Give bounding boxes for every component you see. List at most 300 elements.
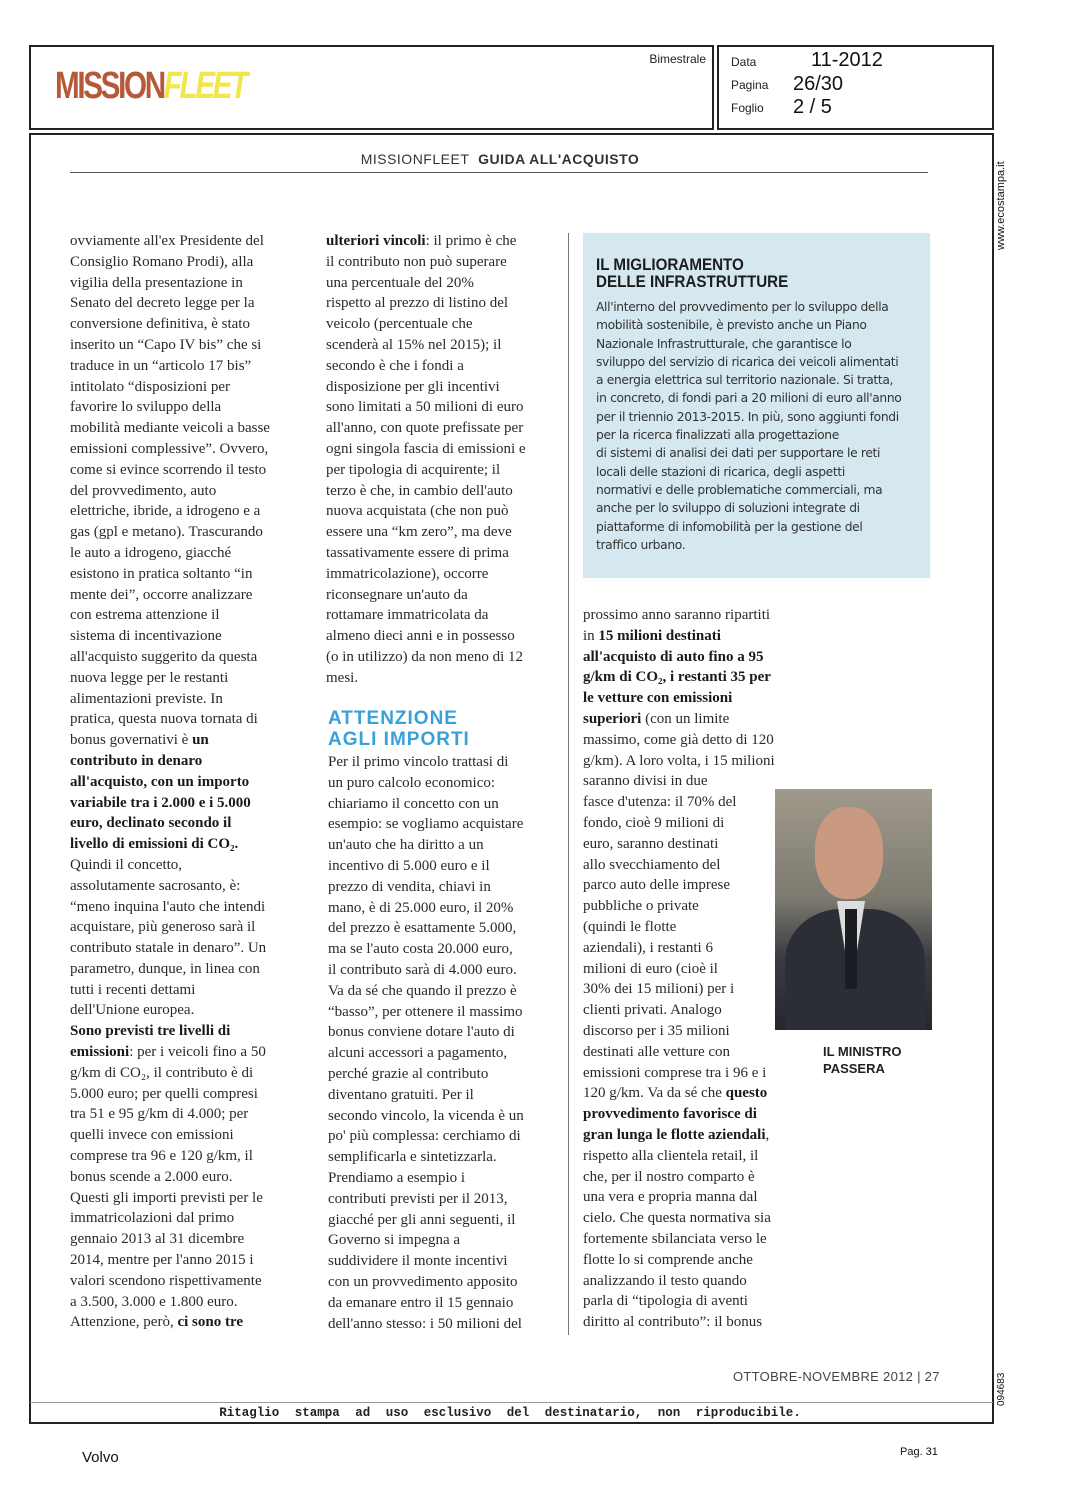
- infobox-line: locali delle stazioni di ricarica, degli aspetti: [596, 464, 845, 479]
- text-segment: aziendali), i restanti 6: [583, 939, 713, 956]
- text-segment: esistono in pratica soltanto “in: [70, 565, 253, 582]
- text-line: [70, 897, 270, 918]
- text-line: [70, 1063, 270, 1084]
- text-line: [583, 647, 775, 668]
- text-line: [70, 980, 270, 1001]
- text-line: [328, 1230, 524, 1251]
- logo-fleet: FLEET: [163, 65, 246, 107]
- text-segment: “basso”, per ottenere il massimo: [328, 1003, 523, 1020]
- text-segment: intitolato “disposizioni per: [70, 378, 230, 395]
- text-segment: all'anno, con quote prefissate per: [326, 420, 524, 437]
- text-segment: alimentazioni previste. In: [70, 690, 223, 707]
- text-line: [326, 668, 526, 689]
- text-line: [70, 959, 270, 980]
- text-segment: con estrema attenzione il: [70, 607, 220, 624]
- text-segment: mobilità mediante veicoli a basse: [70, 420, 270, 437]
- text-line: [70, 668, 270, 689]
- text-segment: una vera e propria manna dal: [583, 1189, 758, 1206]
- text-segment: saranno divisi in due: [583, 773, 708, 790]
- text-line: [328, 856, 524, 877]
- metadata-box: [717, 45, 994, 130]
- text-segment: (con un limite: [641, 710, 730, 727]
- text-line: [70, 231, 270, 252]
- text-segment: giacché per gli anni seguenti, il: [328, 1211, 516, 1228]
- text-segment: rispetto alla clientela retail, il: [583, 1147, 759, 1164]
- text-line: [70, 855, 270, 876]
- text-segment: in: [583, 627, 599, 644]
- text-line: [70, 605, 270, 626]
- text-line: [328, 918, 524, 939]
- text-line: [328, 1022, 524, 1043]
- text-line: [583, 626, 775, 647]
- text-line: [583, 1000, 775, 1021]
- text-segment: tutti i recenti dettami: [70, 981, 196, 998]
- text-segment: mano, è di 25.000 euro, il 20%: [328, 899, 514, 916]
- text-segment: allo svecchiamento del: [583, 856, 721, 873]
- text-segment: un'auto che ha diritto a un: [328, 837, 484, 854]
- column-1: [70, 231, 270, 1333]
- text-line: [583, 1312, 775, 1333]
- running-head: [0, 151, 1000, 167]
- text-segment: Questi gli importi previsti per le: [70, 1189, 263, 1206]
- text-segment: immatricolazione), occorre: [326, 565, 489, 582]
- text-segment: prezzo di vendita, chiavi in: [328, 878, 491, 895]
- text-line: [70, 1188, 270, 1209]
- bold-text: euro, declinato secondo il: [70, 815, 232, 832]
- text-segment: discorso per i 35 milioni: [583, 1022, 730, 1039]
- text-segment: gas (gpl e metano). Trascurando: [70, 524, 263, 541]
- text-line: [328, 960, 524, 981]
- text-segment: il contributo sarà di 4.000 euro.: [328, 961, 517, 978]
- text-segment: milioni di euro (cioè il: [583, 960, 718, 977]
- text-line: [326, 273, 526, 294]
- text-line: [70, 522, 270, 543]
- text-segment: disposizione per gli incentivi: [326, 378, 500, 395]
- text-line: [583, 771, 775, 792]
- text-line: [328, 1189, 524, 1210]
- text-line: [70, 377, 270, 398]
- text-line: [328, 1314, 524, 1335]
- infobox-title-2: DELLE INFRASTRUTTURE: [596, 273, 789, 291]
- text-line: [328, 1147, 524, 1168]
- text-line: [328, 898, 524, 919]
- text-segment: incentivo di 5.000 euro e il: [328, 857, 490, 874]
- data-label: Data: [731, 55, 757, 69]
- text-segment: per tipologia di acquirente; il: [326, 461, 501, 478]
- text-segment: Attenzione, però,: [70, 1314, 178, 1331]
- text-segment: elettriche, ibride, a idrogeno e a: [70, 503, 261, 520]
- running-head-magazine: MISSIONFLEET: [360, 151, 470, 167]
- running-head-section: GUIDA ALL'ACQUISTO: [478, 151, 640, 167]
- text-segment: favorire lo sviluppo della: [70, 399, 222, 416]
- text-line: [70, 938, 270, 959]
- subheading-line-2: AGLI IMPORTI: [328, 729, 470, 750]
- text-segment: analizzando il testo quando: [583, 1272, 747, 1289]
- column-divider: [568, 233, 569, 1335]
- bold-text: provvedimento favorisce di: [583, 1106, 757, 1123]
- text-segment: pubbliche o private: [583, 898, 699, 915]
- text-line: [326, 314, 526, 335]
- subheading: [328, 708, 470, 750]
- text-segment: riconsegnare un'auto da: [326, 586, 468, 603]
- text-segment: mente dei”, occorre analizzare: [70, 586, 253, 603]
- text-segment: conversione definitiva, è stato: [70, 316, 250, 333]
- bold-text: Sono previsti tre livelli di: [70, 1023, 231, 1040]
- text-segment: acquistare, più generoso sarà il: [70, 919, 256, 936]
- caption-line-1: IL MINISTRO: [823, 1044, 902, 1059]
- text-segment: scenderà al 15% nel 2015); il: [326, 336, 502, 353]
- text-line: [328, 794, 524, 815]
- text-line: [583, 751, 775, 772]
- text-line: [583, 1063, 775, 1084]
- text-line: [583, 1250, 775, 1271]
- text-segment: flotte lo si comprende anche: [583, 1251, 753, 1268]
- text-segment: dell'anno stesso: i 50 milioni del: [328, 1315, 522, 1332]
- infobox-line: anche per lo sviluppo di soluzioni integrate di: [596, 501, 860, 516]
- text-segment: almeno dieci anni e in possesso: [326, 628, 515, 645]
- text-line: [583, 1125, 775, 1146]
- text-segment: nuova acquistata (che non può: [326, 503, 509, 520]
- text-segment: chiariamo il concetto con un: [328, 795, 499, 812]
- text-line: [583, 834, 775, 855]
- infobox-line: mobilità sostenibile, è previsto anche un Piano: [596, 318, 867, 333]
- infobox-line: per il triennio 2013-2015. In più, sono aggiunti fondi: [596, 409, 899, 424]
- text-segment: all'acquisto suggerito da questa: [70, 648, 258, 665]
- text-line: [70, 626, 270, 647]
- tie-shape: [845, 909, 857, 989]
- text-segment: “meno inquina l'auto che intendi: [70, 898, 266, 915]
- text-line: [326, 585, 526, 606]
- text-segment: assolutamente sacrosanto, è:: [70, 877, 241, 894]
- text-line: [583, 1187, 775, 1208]
- text-line: [583, 1104, 775, 1125]
- text-line: [328, 1106, 524, 1127]
- bold-text: contributo in denaro: [70, 752, 203, 769]
- bold-text: livello di emissioni di CO₂.: [70, 836, 239, 853]
- text-line: [326, 460, 526, 481]
- text-line: [326, 293, 526, 314]
- text-line: [70, 439, 270, 460]
- minister-photo: [775, 789, 932, 1030]
- infobox-title: [596, 257, 788, 291]
- data-value: 11-2012: [811, 49, 883, 71]
- text-line: [326, 481, 526, 502]
- text-segment: bonus governativi è: [70, 732, 193, 749]
- text-segment: a 3.500, 3.000 e 1.800 euro.: [70, 1293, 238, 1310]
- text-line: [326, 605, 526, 626]
- text-line: [583, 709, 775, 730]
- text-line: [326, 626, 526, 647]
- text-line: [70, 1250, 270, 1271]
- text-line: [326, 647, 526, 668]
- text-line: [328, 1293, 524, 1314]
- photo-caption: [823, 1043, 901, 1077]
- text-segment: mesi.: [326, 669, 359, 686]
- infobox-line: sviluppo del servizio di ricarica dei veicoli alimentati: [596, 354, 899, 369]
- text-line: [70, 460, 270, 481]
- text-line: [326, 501, 526, 522]
- text-segment: del provvedimento, auto: [70, 482, 217, 499]
- text-line: [70, 917, 270, 938]
- text-segment: da emanare entro il 15 gennaio: [328, 1294, 514, 1311]
- text-line: [326, 439, 526, 460]
- text-segment: suddividere il monte incentivi: [328, 1253, 508, 1270]
- text-segment: fondo, cioè 9 milioni di: [583, 814, 725, 831]
- bold-text: ci sono tre: [177, 1314, 244, 1331]
- text-segment: : il primo è che: [425, 233, 517, 249]
- bold-text: all'acquisto di auto fino a 95: [583, 648, 764, 665]
- text-segment: il contributo non può superare: [326, 253, 507, 270]
- text-segment: emissioni complessive”. Ovvero,: [70, 440, 269, 457]
- text-line: [583, 688, 775, 709]
- text-segment: 5.000 euro; per quelli compresi: [70, 1085, 258, 1102]
- text-segment: perché grazie al contributo: [328, 1065, 489, 1082]
- text-line: [326, 377, 526, 398]
- text-segment: comprese tra 96 e 120 g/km, il: [70, 1148, 253, 1165]
- text-line: [328, 1064, 524, 1085]
- text-line: [328, 1210, 524, 1231]
- text-segment: terzo è che, in cambio dell'auto: [326, 482, 513, 499]
- text-line: [326, 335, 526, 356]
- text-line: [583, 917, 775, 938]
- infobox-text: [596, 298, 901, 554]
- text-line: [70, 813, 270, 834]
- text-segment: Senato del decreto legge per la: [70, 295, 255, 312]
- text-line: [328, 1272, 524, 1293]
- text-line: [328, 773, 524, 794]
- text-line: [583, 1083, 775, 1104]
- infobox-line: Nazionale Infrastrutturale, che garantisce lo: [596, 336, 852, 351]
- text-line: [70, 314, 270, 335]
- text-segment: secondo vincolo, la vicenda è un: [328, 1107, 524, 1124]
- foglio-label: Foglio: [731, 101, 764, 115]
- text-segment: cielo. Che questa normativa sia: [583, 1210, 771, 1227]
- text-line: [70, 1146, 270, 1167]
- bold-text: le vetture con emissioni: [583, 690, 733, 707]
- text-segment: contributo statale in denaro”. Un: [70, 940, 267, 957]
- text-line: [583, 667, 775, 688]
- text-line: [70, 793, 270, 814]
- text-line: [328, 981, 524, 1002]
- text-segment: g/km). A loro volta, i 15 milioni: [583, 752, 775, 769]
- bold-text: questo: [725, 1085, 768, 1102]
- text-segment: valori scendono rispettivamente: [70, 1272, 262, 1289]
- header-rule: [70, 172, 928, 173]
- text-line: [70, 1229, 270, 1250]
- text-segment: ovviamente all'ex Presidente del: [70, 233, 264, 249]
- text-line: [583, 792, 775, 813]
- text-segment: rispetto al prezzo di listino del: [326, 295, 509, 312]
- text-line: [583, 1021, 775, 1042]
- text-line: [326, 231, 526, 252]
- text-line: [70, 335, 270, 356]
- text-line: [328, 752, 524, 773]
- text-line: [70, 1312, 270, 1333]
- text-segment: semplificarla e sintetizzarla.: [328, 1149, 497, 1166]
- text-segment: del prezzo è esattamente 5.000,: [328, 920, 517, 937]
- text-line: [328, 814, 524, 835]
- text-segment: pratica, questa nuova tornata di: [70, 711, 258, 728]
- text-line: [326, 418, 526, 439]
- text-line: [70, 1042, 270, 1063]
- text-segment: Per il primo vincolo trattasi di: [328, 754, 509, 770]
- text-line: [328, 1168, 524, 1189]
- text-segment: massimo, come già detto di 120: [583, 731, 774, 748]
- text-segment: ogni singola fascia di emissioni e: [326, 440, 526, 457]
- text-line: [70, 834, 270, 855]
- text-segment: quelli invece con emissioni: [70, 1127, 234, 1144]
- infobox-line: All'interno del provvedimento per lo sviluppo della: [596, 300, 889, 314]
- text-segment: ma se l'auto costa 20.000 euro,: [328, 941, 513, 958]
- footer-divider: [30, 1402, 993, 1403]
- text-segment: Va da sé che quando il prezzo è: [328, 982, 517, 999]
- text-line: [70, 1167, 270, 1188]
- text-segment: 120 g/km. Va da sé che: [583, 1085, 726, 1102]
- text-segment: (o in utilizzo) da non meno di 12: [326, 648, 524, 665]
- text-segment: con un provvedimento apposito: [328, 1273, 518, 1290]
- text-line: [328, 1043, 524, 1064]
- text-segment: prossimo anno saranno ripartiti: [583, 607, 771, 623]
- text-line: [70, 689, 270, 710]
- text-line: [70, 293, 270, 314]
- bold-text: gran lunga le flotte aziendali: [583, 1126, 766, 1143]
- missionfleet-logo: [55, 65, 246, 108]
- text-segment: contributi previsti per il 2013,: [328, 1190, 508, 1207]
- text-line: [70, 1000, 270, 1021]
- foglio-value: 2 / 5: [793, 96, 832, 118]
- text-segment: vigilia della presentazione in: [70, 274, 243, 291]
- text-line: [70, 1292, 270, 1313]
- bold-text: un: [192, 732, 209, 749]
- text-line: [70, 1084, 270, 1105]
- issue-folio: OTTOBRE-NOVEMBRE 2012 | 27: [733, 1369, 940, 1384]
- bold-text: emissioni: [70, 1044, 130, 1061]
- text-line: [70, 585, 270, 606]
- disclaimer: Ritaglio stampa ad uso esclusivo del destinatario, non riproducibile.: [219, 1406, 801, 1420]
- text-line: [328, 1002, 524, 1023]
- text-line: [70, 1125, 270, 1146]
- text-line: [326, 543, 526, 564]
- text-segment: sistema di incentivazione: [70, 628, 222, 645]
- text-segment: rottamare immatricolata da: [326, 607, 489, 624]
- text-segment: euro, saranno destinati: [583, 835, 719, 852]
- text-segment: bonus conviene dotare l'auto di: [328, 1024, 515, 1041]
- text-line: [328, 939, 524, 960]
- pagina-label: Pagina: [731, 78, 769, 92]
- text-line: [70, 397, 270, 418]
- text-segment: veicolo (percentuale che: [326, 316, 473, 333]
- text-line: [70, 876, 270, 897]
- text-line: [583, 896, 775, 917]
- text-segment: come si evince scorrendo il testo: [70, 461, 267, 478]
- bold-text: ulteriori vincoli: [326, 233, 426, 249]
- text-segment: tassativamente essere di prima: [326, 544, 509, 561]
- text-line: [70, 1104, 270, 1125]
- text-line: [70, 647, 270, 668]
- text-segment: po' più complessa: cerchiamo di: [328, 1128, 521, 1145]
- text-line: [328, 1126, 524, 1147]
- infobox-line: per la ricerca finalizzati alla progettazione: [596, 428, 839, 443]
- text-line: [583, 1167, 775, 1188]
- text-segment: che, per il nostro comparto è: [583, 1168, 755, 1185]
- subheading-line-1: ATTENZIONE: [328, 708, 458, 729]
- text-line: [583, 1271, 775, 1292]
- text-segment: una percentuale del 20%: [326, 274, 474, 291]
- ecostampa-site: www.ecostampa.it: [995, 161, 1007, 250]
- text-segment: sono limitati a 50 milioni di euro: [326, 399, 524, 416]
- text-line: [583, 1229, 775, 1250]
- text-segment: dell'Unione europea.: [70, 1002, 195, 1019]
- text-line: [70, 252, 270, 273]
- text-line: [583, 730, 775, 751]
- infobox: [583, 233, 930, 578]
- text-segment: g/km di CO₂, il contributo è di: [70, 1064, 254, 1081]
- caption-line-2: PASSERA: [823, 1061, 885, 1076]
- logo-mission: MISSION: [55, 65, 164, 107]
- text-line: [583, 1042, 775, 1063]
- text-segment: Consiglio Romano Prodi), alla: [70, 253, 254, 270]
- infobox-line: piattaforme di infomobilità per la gestione del: [596, 519, 863, 534]
- pagina-value: 26/30: [793, 73, 844, 95]
- column-3: [583, 605, 775, 1333]
- text-line: [328, 877, 524, 898]
- text-line: [583, 959, 775, 980]
- text-line: [70, 1021, 270, 1042]
- text-line: [70, 564, 270, 585]
- text-segment: emissioni comprese tra i 96 e i: [583, 1064, 767, 1081]
- text-segment: nuova legge per le restanti: [70, 669, 229, 686]
- text-line: [326, 522, 526, 543]
- text-line: [583, 875, 775, 896]
- text-segment: alcuni accessori a pagamento,: [328, 1045, 508, 1062]
- text-line: [70, 730, 270, 751]
- client-name: Volvo: [82, 1449, 119, 1466]
- text-line: [70, 356, 270, 377]
- text-line: [328, 1251, 524, 1272]
- text-line: [583, 855, 775, 876]
- text-line: [70, 1208, 270, 1229]
- text-segment: fasce d'utenza: il 70% del: [583, 794, 737, 811]
- text-line: [326, 564, 526, 585]
- text-line: [326, 356, 526, 377]
- text-segment: 2014, mentre per l'anno 2015 i: [70, 1252, 254, 1269]
- infobox-line: in concreto, di fondi pari a 20 milioni di euro all'anno: [596, 391, 902, 406]
- text-segment: (quindi le flotte: [583, 918, 677, 935]
- text-segment: diritto al contributo”: il bonus: [583, 1314, 763, 1331]
- text-line: [70, 501, 270, 522]
- bold-text: g/km di CO₂, i restanti 35 per: [583, 669, 771, 686]
- masthead-box: [29, 45, 714, 130]
- text-line: [326, 252, 526, 273]
- text-segment: traduce in un “articolo 17 bis”: [70, 357, 252, 374]
- text-line: [326, 397, 526, 418]
- text-line: [70, 1271, 270, 1292]
- column-2-top: [326, 231, 526, 689]
- text-segment: parametro, dunque, in linea con: [70, 960, 260, 977]
- text-line: [70, 273, 270, 294]
- text-segment: clienti privati. Analogo: [583, 1002, 722, 1019]
- text-segment: bonus scende a 2.000 euro.: [70, 1168, 233, 1185]
- text-segment: destinati alle vetture con: [583, 1043, 731, 1060]
- text-segment: inserito un “Capo IV bis” che si: [70, 336, 262, 353]
- text-line: [70, 772, 270, 793]
- text-segment: fortemente sbilanciata verso le: [583, 1230, 767, 1247]
- clip-code: 094683: [996, 1372, 1007, 1406]
- face-shape: [815, 807, 883, 899]
- text-line: [70, 751, 270, 772]
- text-segment: Quindi il concetto,: [70, 856, 183, 873]
- text-segment: 30% dei 15 milioni) per i: [583, 981, 735, 998]
